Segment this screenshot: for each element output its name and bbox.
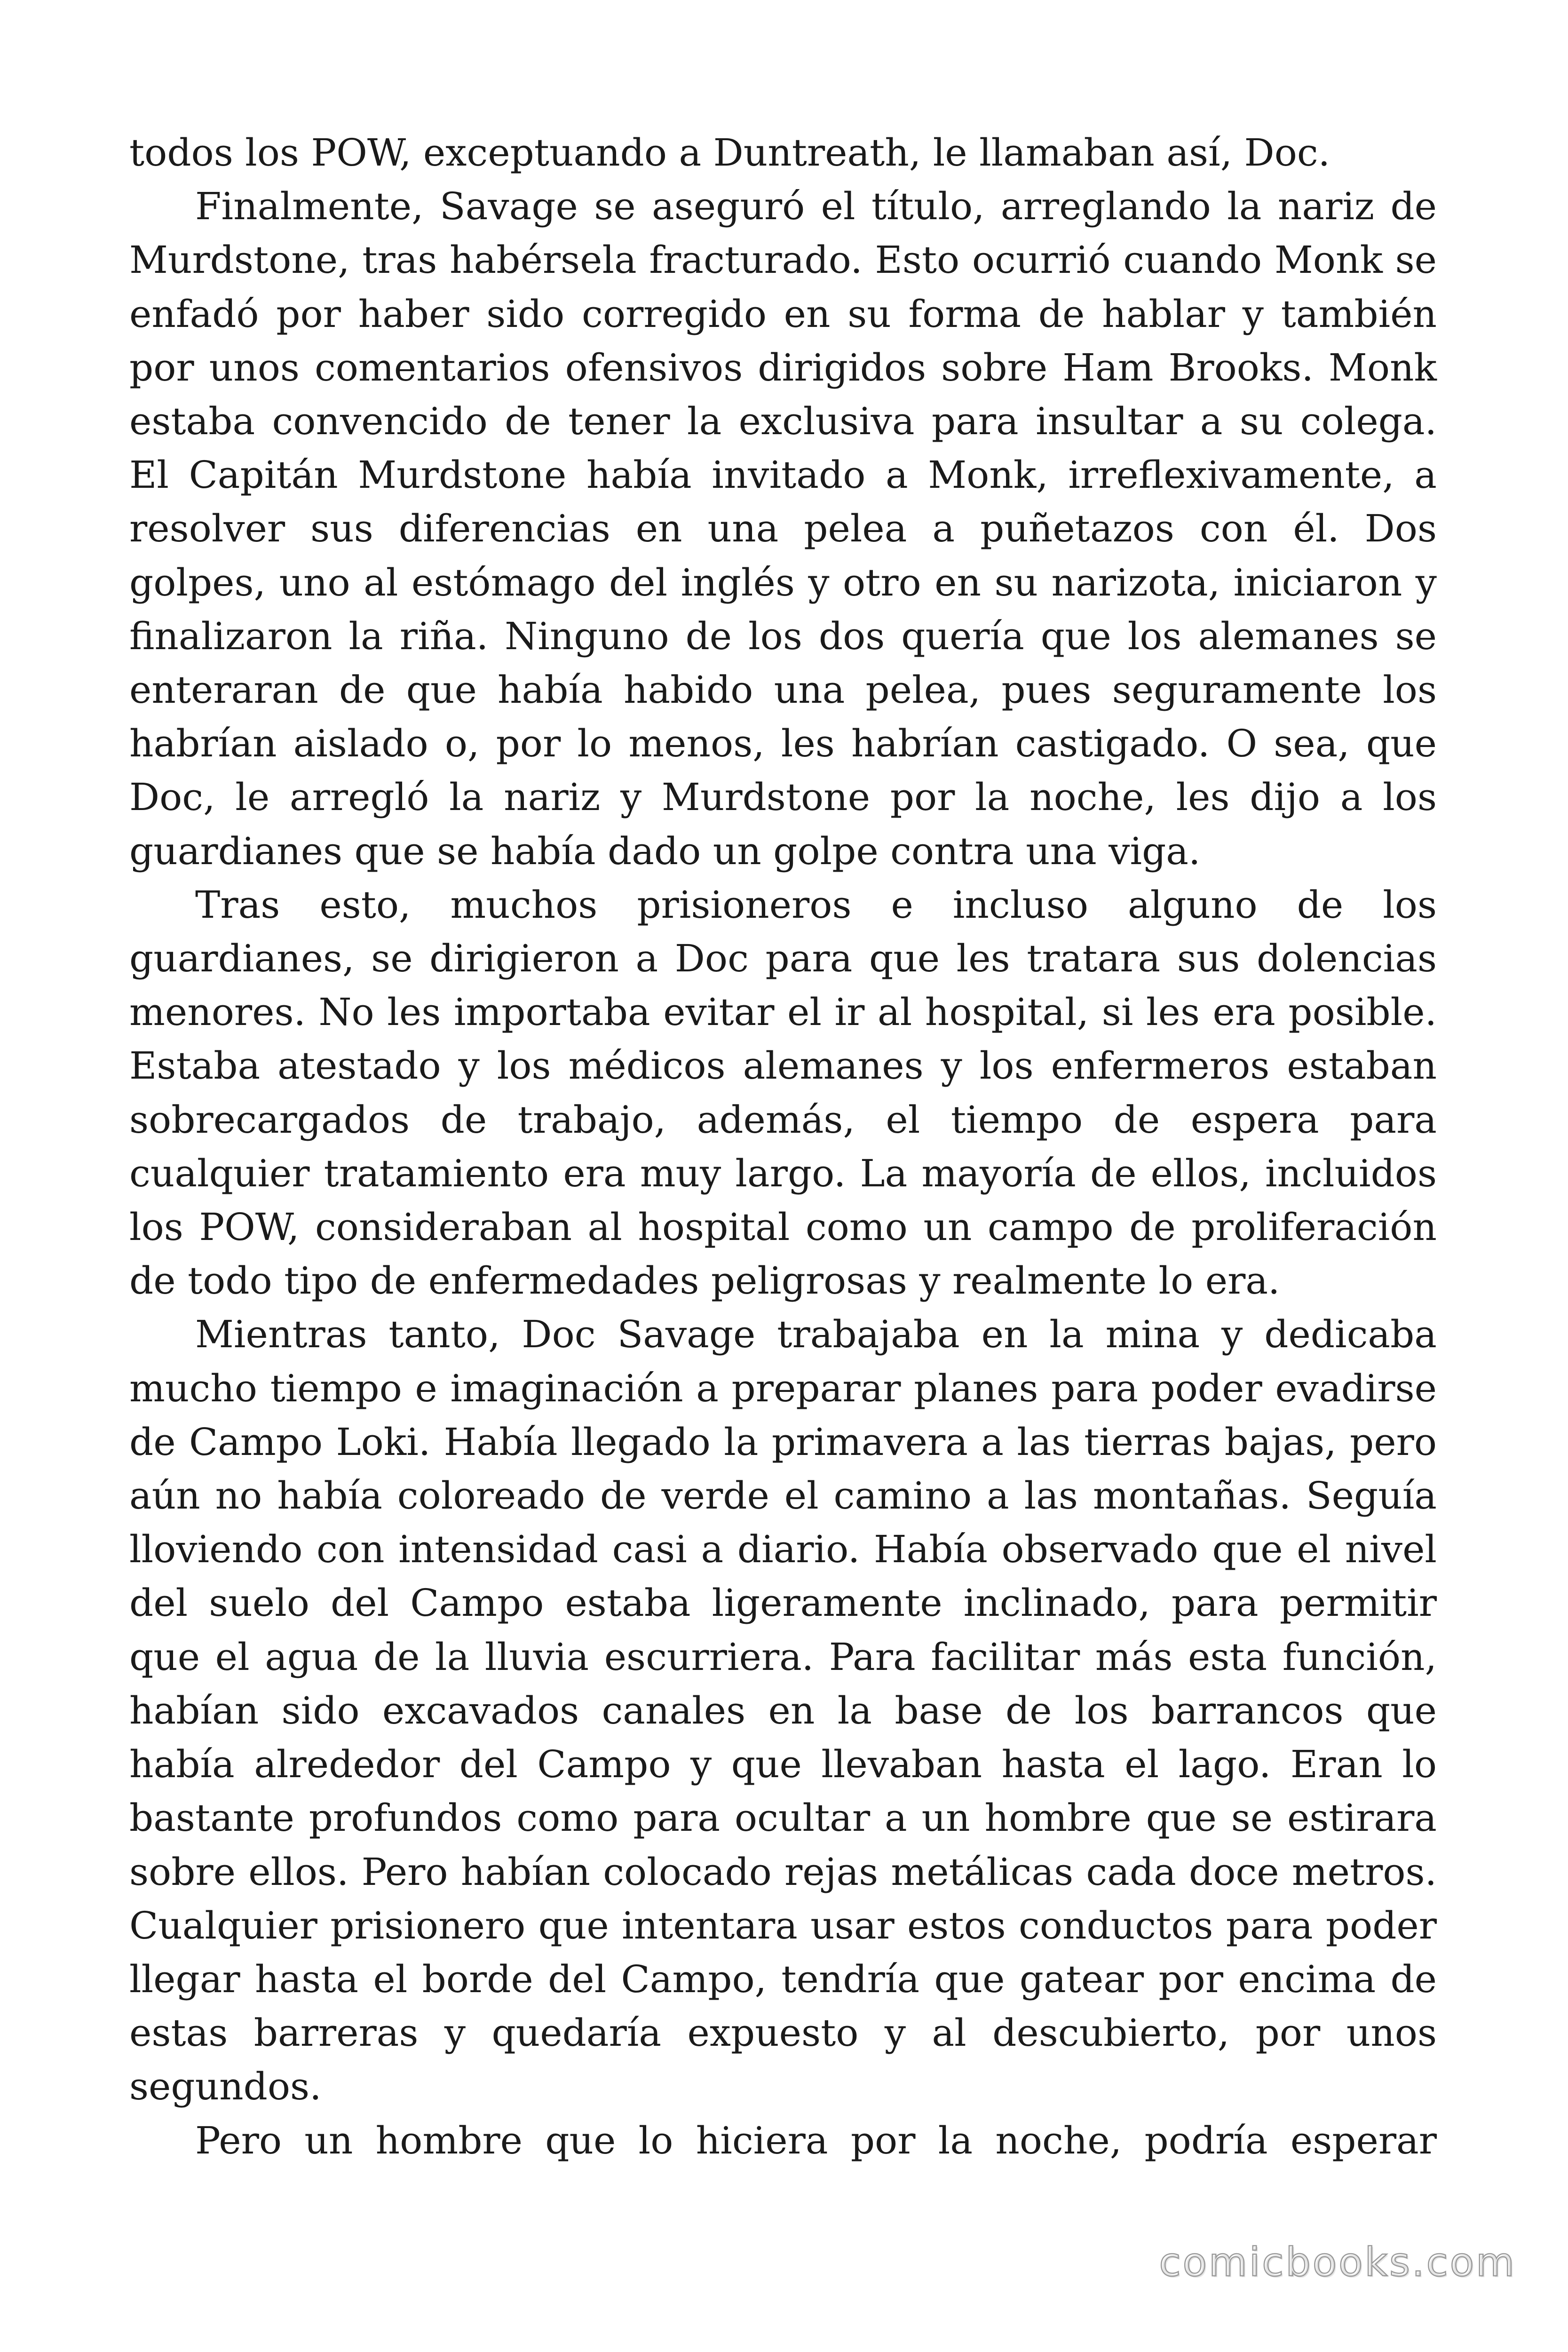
body-text (129, 126, 1437, 2168)
paragraph-3: Tras esto, muchos prisioneros e incluso alguno de los guardianes, se dirigieron a Doc para que les tratara sus dolencias menores. No les importaba evitar el ir al hospital, si les era posible. Estaba atestado y los médicos alemanes y los enfermeros estaban sobrecargados de trabajo, además, el tiempo de espera para cualquier tratamiento era muy largo. La mayoría de ellos, incluidos los POW, consideraban al hospital como un campo de proliferación de todo tipo de enfermedades peligrosas y realmente lo era. (129, 882, 1437, 1303)
site-watermark: comicbooks.com (1159, 2239, 1516, 2285)
paragraph-4: Mientras tanto, Doc Savage trabajaba en la mina y dedicaba mucho tiempo e imaginación a preparar planes para poder evadirse de Campo Loki. Había llegado la primavera a las tierras bajas, pero aún no había coloreado de verde el camino a las montañas. Seguía lloviendo con intensidad casi a diario. Había observado que el nivel del suelo del Campo estaba ligeramente inclinado, para permitir que el agua de la lluvia escurriera. Para facilitar más esta función, habían sido excavados canales en la base de los barrancos que había alrededor del Campo y que llevaban hasta el lago. Eran lo bastante profundos como para ocultar a un hombre que se estirara sobre ellos. Pero habían colocado rejas metálicas cada doce metros. Cualquier prisionero que intentara usar estos conductos para poder llegar hasta el borde del Campo, tendría que gatear por encima de estas barreras y quedaría expuesto y al descubierto, por unos segundos. (129, 1312, 1437, 2109)
paragraph-1: todos los POW, exceptuando a Duntreath, le llamaban así, Doc. (129, 131, 1330, 175)
paragraph-2: Finalmente, Savage se aseguró el título, arreglando la nariz de Murdstone, tras habérsela fracturado. Esto ocurrió cuando Monk se enfadó por haber sido corregido en su forma de hablar y también por unos comentarios ofensivos dirigidos sobre Ham Brooks. Monk estaba convencido de tener la exclusiva para insultar a su colega. El Capitán Murdstone había invitado a Monk, irreflexivamente, a resolver sus diferencias en una pelea a puñetazos con él. Dos golpes, uno al estómago del inglés y otro en su narizota, iniciaron y finalizaron la riña. Ninguno de los dos quería que los alemanes se enteraran de que había habido una pelea, pues seguramente los habrían aislado o, por lo menos, les habrían castigado. O sea, que Doc, le arregló la nariz y Murdstone por la noche, les dijo a los guardianes que se había dado un golpe contra una viga. (129, 184, 1437, 873)
paragraph-5: Pero un hombre que lo hiciera por la noche, podría esperar (195, 2118, 1437, 2162)
